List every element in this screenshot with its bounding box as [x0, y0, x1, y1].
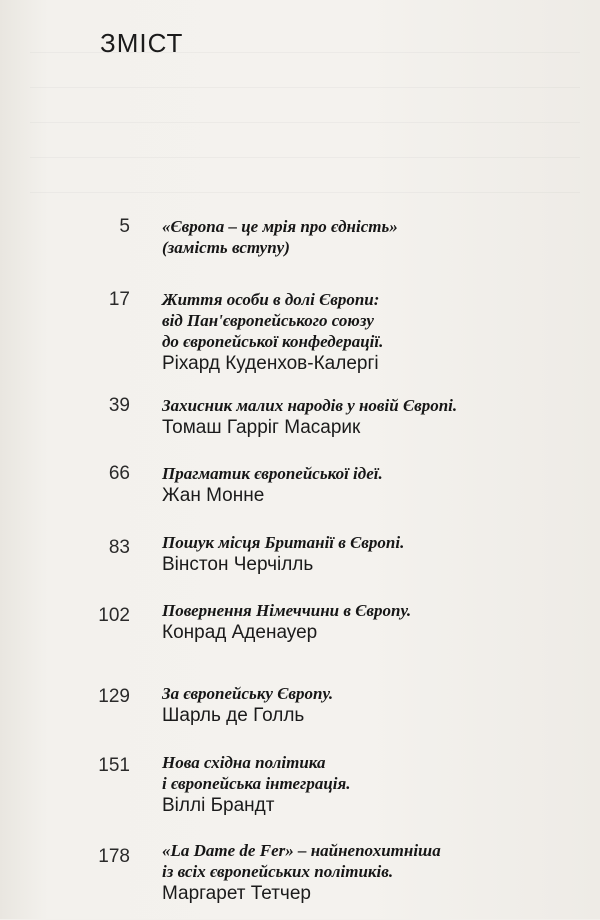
toc-chapter-title: «Європа – це мрія про єдність» (замість вступу): [162, 217, 398, 257]
page-title: ЗМІСТ: [100, 28, 184, 58]
toc-page-number: 39: [108, 395, 130, 416]
toc-chapter-title: Захисник малих народів у новій Європі.: [162, 396, 458, 415]
toc-author: Томаш Гарріг Масарик: [162, 417, 361, 438]
toc-page-number: 102: [98, 605, 130, 626]
toc-chapter-title: Нова східна політика і європейська інтеграція.: [162, 753, 351, 793]
toc-page-number: 17: [108, 289, 130, 310]
toc-author: Конрад Аденауер: [162, 622, 318, 643]
toc-page-number: 151: [98, 755, 130, 776]
toc-chapter-title: Пошук місця Британії в Європі.: [162, 533, 405, 552]
toc-entry: [0, 752, 600, 832]
toc-author: Маргарет Тетчер: [162, 883, 311, 904]
toc-chapter-title: Повернення Німеччини в Європу.: [162, 601, 412, 620]
bleed-line: [30, 180, 580, 193]
toc-author: Жан Монне: [162, 485, 265, 506]
bleed-line: [30, 75, 580, 88]
toc-entry: [0, 289, 600, 374]
toc-chapter-title: Прагматик європейської ідеї.: [162, 464, 383, 483]
toc-page-number: 178: [98, 846, 130, 867]
toc-page-number: 66: [108, 463, 130, 484]
toc-entry: [0, 683, 600, 763]
toc-page-number: 83: [108, 537, 130, 558]
toc-chapter-title: Життя особи в долі Європи: від Пан'європейського союзу до європейської конфедерації.: [162, 290, 384, 351]
toc-entry: [0, 463, 600, 543]
toc-author: Ріхард Куденхов-Калергі: [162, 353, 379, 374]
toc-entry: [0, 216, 600, 296]
toc-author: Шарль де Голль: [162, 705, 305, 726]
toc-chapter-title: За європейську Європу.: [162, 684, 334, 703]
toc-entry: [0, 840, 600, 920]
toc-chapter-title: «La Dame de Fer» – найнепохитніша із всіх європейських політиків.: [162, 841, 441, 881]
toc-page-number: 129: [98, 686, 130, 707]
toc-entry: [0, 600, 600, 680]
bleed-line: [30, 110, 580, 123]
toc-author: Вінстон Черчілль: [162, 554, 314, 575]
toc-page-number: 5: [119, 216, 130, 237]
toc-author: Віллі Брандт: [162, 795, 275, 816]
bleed-line: [30, 145, 580, 158]
